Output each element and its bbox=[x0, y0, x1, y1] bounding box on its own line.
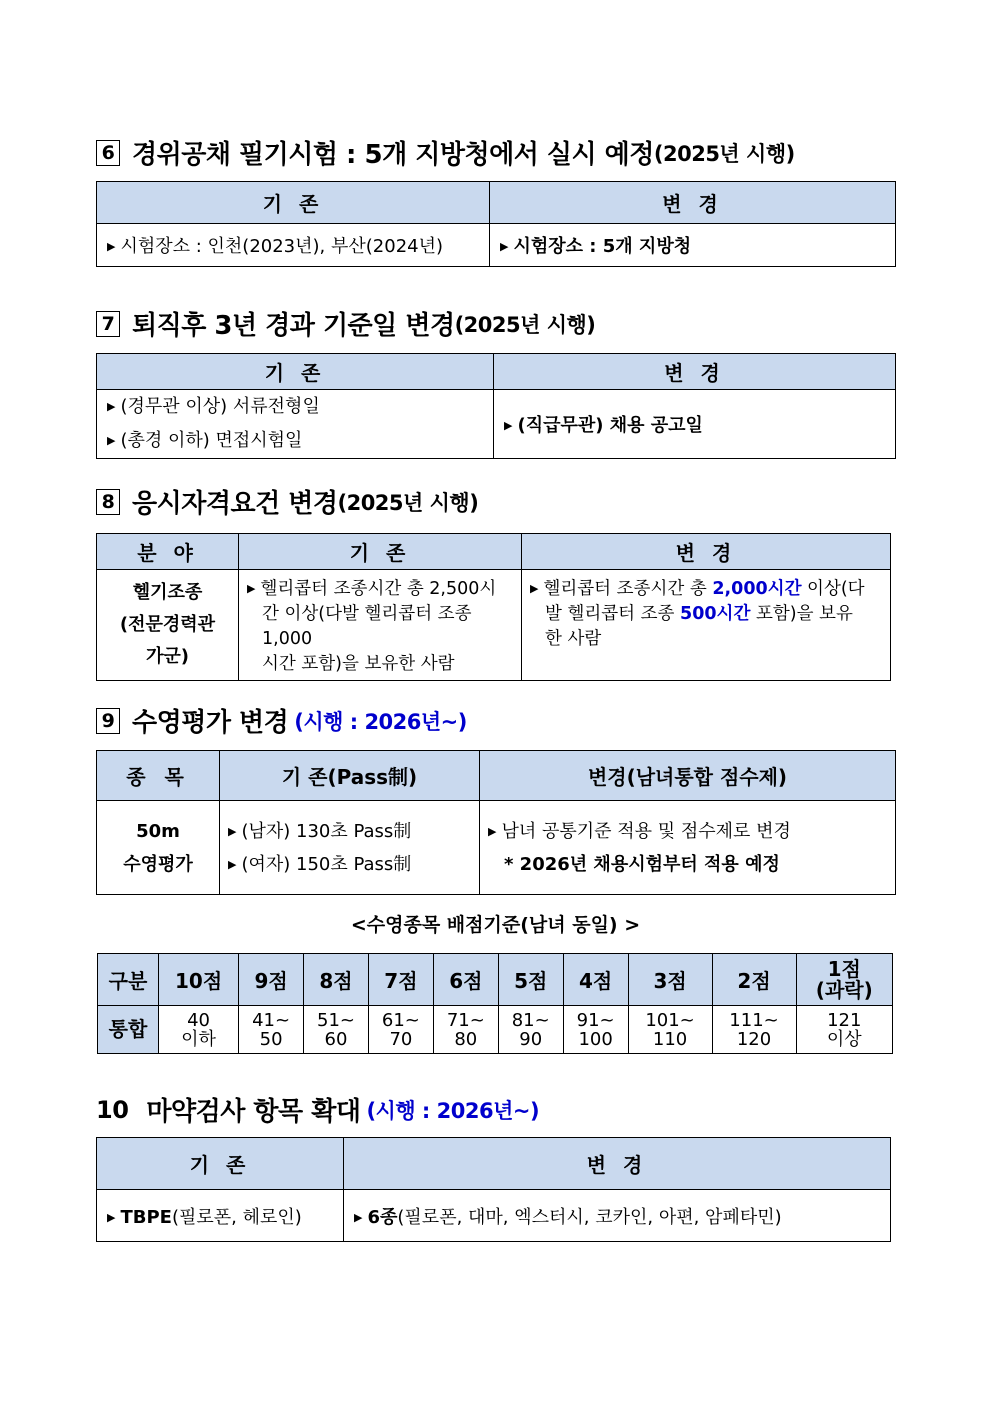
note-text: * 2026년 채용시험부터 적용 예정 bbox=[504, 853, 780, 875]
range-cell: 81~ 90 bbox=[498, 1006, 563, 1054]
range-cell: 61~ 70 bbox=[368, 1006, 433, 1054]
col-after-header: 변경(남녀통합 점수제) bbox=[480, 751, 896, 801]
after-cell bbox=[490, 224, 896, 267]
score-header: 3점 bbox=[628, 954, 712, 1006]
score-range-row bbox=[98, 1006, 893, 1054]
triangle-bullet-icon: ▶ bbox=[107, 400, 116, 413]
list-item: ▶ (총경 이하) 면접시험일 bbox=[107, 430, 303, 451]
section-number: 6 bbox=[96, 140, 120, 166]
before-cell bbox=[97, 390, 494, 459]
section-heading: 경위공채 필기시험 : 5개 지방청에서 실시 예정 bbox=[132, 140, 654, 170]
score-col-label: 구분 bbox=[98, 954, 159, 1006]
section-suffix: (2025년 시행) bbox=[653, 141, 795, 166]
after-cell: ▶ 남녀 공통기준 적용 및 점수제로 변경 * 2026년 채용시험부터 적용 예정 bbox=[480, 801, 896, 895]
list-item: ▶ (경무관 이상) 서류전형일 bbox=[107, 396, 320, 417]
section-6-title bbox=[96, 134, 795, 171]
section-heading: 마약검사 항목 확대 bbox=[146, 1097, 361, 1127]
score-header: 2점 bbox=[712, 954, 796, 1006]
score-header: 10점 bbox=[159, 954, 239, 1006]
col-before-header: 기 존(Pass制) bbox=[220, 751, 480, 801]
section-9-title bbox=[96, 702, 467, 739]
col-before-header: 기 존 bbox=[97, 182, 490, 224]
section-6-table bbox=[96, 181, 896, 267]
score-header: 4점 bbox=[563, 954, 628, 1006]
triangle-bullet-icon: ▶ bbox=[504, 419, 513, 432]
col-item-header: 종 목 bbox=[97, 751, 220, 801]
field-cell: 헬기조종 (전문경력관 가군) bbox=[97, 570, 239, 681]
section-heading: 퇴직후 3년 경과 기준일 변경 bbox=[132, 311, 455, 341]
col-before-header: 기 존 bbox=[97, 1138, 344, 1190]
after-text: (직급무관) 채용 공고일 bbox=[517, 415, 703, 436]
range-cell: 40 이하 bbox=[159, 1006, 239, 1054]
score-header: 6점 bbox=[433, 954, 498, 1006]
row-label: 통합 bbox=[98, 1006, 159, 1054]
section-suffix: (2025년 시행) bbox=[337, 490, 479, 515]
col-after-header: 변 경 bbox=[490, 182, 896, 224]
score-header: 7점 bbox=[368, 954, 433, 1006]
section-10-table bbox=[96, 1137, 891, 1242]
section-8-table bbox=[96, 533, 891, 681]
col-field-header: 분 야 bbox=[97, 534, 239, 570]
score-header: 9점 bbox=[239, 954, 304, 1006]
section-8-title bbox=[96, 483, 478, 520]
score-header-row bbox=[98, 954, 893, 1006]
score-table bbox=[97, 953, 893, 1054]
col-after-header: 변 경 bbox=[522, 534, 891, 570]
range-cell: 71~ 80 bbox=[433, 1006, 498, 1054]
triangle-bullet-icon: ▶ bbox=[247, 582, 256, 595]
section-number: 7 bbox=[96, 311, 120, 337]
range-cell: 41~ 50 bbox=[239, 1006, 304, 1054]
before-cell: ▶ TBPE(필로폰, 헤로인) bbox=[97, 1190, 344, 1242]
after-cell: ▶ 헬리콥터 조종시간 총 2,000시간 이상(다 발 헬리콥터 조종 500시간 포함)을 보유 한 사람 bbox=[522, 570, 891, 681]
score-header: 5점 bbox=[498, 954, 563, 1006]
col-after-header: 변 경 bbox=[344, 1138, 891, 1190]
before-text: 시험장소 : 인천(2023년), 부산(2024년) bbox=[120, 236, 444, 257]
section-7-table bbox=[96, 353, 896, 459]
triangle-bullet-icon: ▶ bbox=[228, 857, 237, 871]
before-cell bbox=[97, 224, 490, 267]
col-before-header: 기 존 bbox=[97, 354, 494, 390]
score-table-caption: <수영종목 배점기준(남녀 동일) > bbox=[350, 914, 641, 936]
after-cell: ▶ 6종(필로폰, 대마, 엑스터시, 코카인, 아편, 암페타민) bbox=[344, 1190, 891, 1242]
section-number: 10 bbox=[96, 1095, 129, 1124]
section-7-title bbox=[96, 305, 595, 342]
range-cell: 111~ 120 bbox=[712, 1006, 796, 1054]
triangle-bullet-icon: ▶ bbox=[488, 824, 497, 838]
after-cell bbox=[494, 390, 896, 459]
triangle-bullet-icon: ▶ bbox=[500, 240, 509, 253]
item-cell: 50m 수영평가 bbox=[97, 801, 220, 895]
section-heading: 수영평가 변경 bbox=[132, 708, 289, 738]
section-number: 9 bbox=[96, 708, 120, 734]
triangle-bullet-icon: ▶ bbox=[107, 434, 116, 447]
range-cell: 51~ 60 bbox=[304, 1006, 369, 1054]
section-9-table bbox=[96, 750, 896, 895]
section-heading: 응시자격요건 변경 bbox=[132, 489, 338, 519]
section-10-title bbox=[96, 1091, 539, 1128]
section-suffix: (시행 : 2026년~) bbox=[294, 709, 467, 734]
before-cell: ▶ (남자) 130초 Pass制 ▶ (여자) 150초 Pass制 bbox=[220, 801, 480, 895]
score-header-fail: 1점 (과락) bbox=[796, 954, 892, 1006]
before-cell: ▶ 헬리콥터 조종시간 총 2,500시 간 이상(다발 헬리콥터 조종 1,000 시간 포함)을 보유한 사람 bbox=[239, 570, 522, 681]
score-header: 8점 bbox=[304, 954, 369, 1006]
after-text: 시험장소 : 5개 지방청 bbox=[513, 236, 692, 257]
triangle-bullet-icon: ▶ bbox=[530, 582, 539, 595]
triangle-bullet-icon: ▶ bbox=[354, 1210, 363, 1224]
triangle-bullet-icon: ▶ bbox=[107, 1210, 116, 1224]
range-cell: 101~ 110 bbox=[628, 1006, 712, 1054]
range-cell: 91~ 100 bbox=[563, 1006, 628, 1054]
col-before-header: 기 존 bbox=[239, 534, 522, 570]
col-after-header: 변 경 bbox=[494, 354, 896, 390]
triangle-bullet-icon: ▶ bbox=[228, 824, 237, 838]
range-cell: 121 이상 bbox=[796, 1006, 892, 1054]
section-suffix: (2025년 시행) bbox=[454, 312, 596, 337]
triangle-bullet-icon: ▶ bbox=[107, 240, 116, 253]
section-number: 8 bbox=[96, 489, 120, 515]
section-suffix: (시행 : 2026년~) bbox=[366, 1098, 540, 1123]
